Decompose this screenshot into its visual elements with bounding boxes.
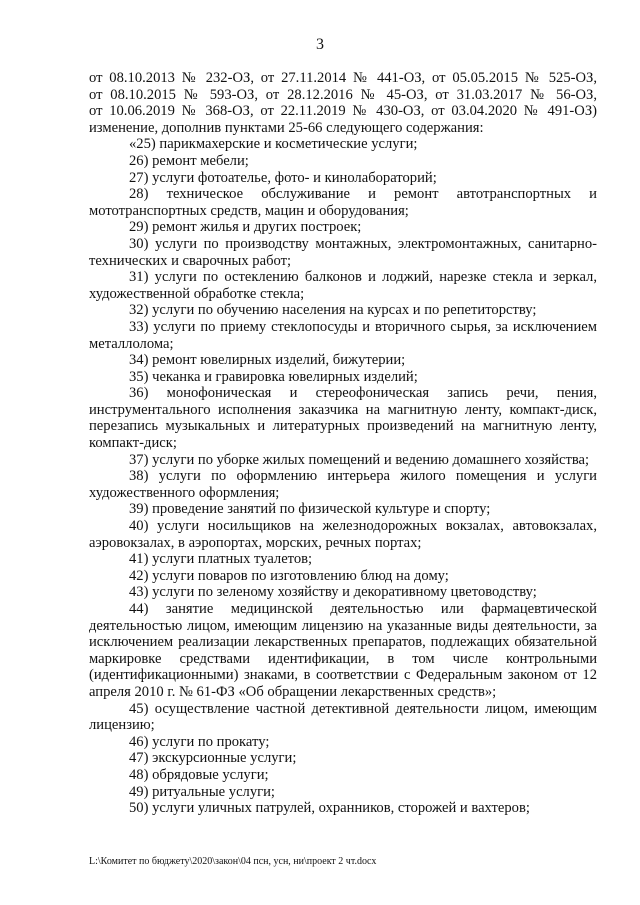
text-line: художественной обработке стекла; bbox=[89, 285, 305, 302]
text-line: мототранспортных средств, мацин и оборудования; bbox=[89, 202, 409, 219]
text-line: 38) услуги по оформлению интерьера жилого помещения и услуги bbox=[129, 468, 597, 485]
text-line: «25) парикмахерские и косметические услуги; bbox=[129, 136, 418, 153]
text-line: 44) занятие медицинской деятельностью или фармацевтической bbox=[129, 601, 597, 617]
text-line: технических и сварочных работ; bbox=[89, 252, 292, 269]
text-line: 35) чеканка и гравировка ювелирных изделий; bbox=[129, 368, 418, 385]
text-line: аэровокзалах, в аэропортах, морских, речных портах; bbox=[89, 534, 422, 551]
text-line: 39) проведение занятий по физической культуре и спорту; bbox=[129, 501, 491, 518]
text-line: 45) осуществление частной детективной деятельности лицом, имеющим bbox=[129, 700, 597, 717]
text-line: инструментального исполнения заказчика на магнитную ленту, компакт-диск, bbox=[89, 401, 597, 418]
text-line: художественного оформления; bbox=[89, 484, 280, 501]
text-line: 43) услуги по зеленому хозяйству и декоративному цветоводству; bbox=[129, 584, 537, 601]
text-line: 33) услуги по приему стеклопосуды и вторичного сырья, за исключением bbox=[129, 318, 597, 335]
text-line: 48) обрядовые услуги; bbox=[129, 766, 269, 783]
document-body bbox=[89, 70, 597, 817]
text-line: от 08.10.2013 № 232-ОЗ, от 27.11.2014 № 441-ОЗ, от 05.05.2015 № 525-ОЗ, bbox=[89, 70, 597, 86]
text-line: маркировке средствами идентификации, в том числе контрольными bbox=[89, 650, 597, 667]
text-line: от 10.06.2019 № 368-ОЗ, от 22.11.2019 № 430-ОЗ, от 03.04.2020 № 491-ОЗ) bbox=[89, 103, 597, 120]
text-line: лицензию; bbox=[89, 717, 155, 734]
footer-file-path: L:\Комитет по бюджету\2020\закон\04 псн, усн, ни\проект 2 чт.docx bbox=[89, 856, 377, 867]
text-line: 46) услуги по прокату; bbox=[129, 733, 270, 750]
text-line: (идентификационными) знаками, в соответствии с Федеральным законом от 12 bbox=[89, 667, 597, 684]
text-line: 27) услуги фотоателье, фото- и кинолабораторий; bbox=[129, 169, 437, 186]
text-line: 37) услуги по уборке жилых помещений и ведению домашнего хозяйства; bbox=[129, 451, 590, 468]
text-line: 26) ремонт мебели; bbox=[129, 152, 249, 169]
text-line: компакт-диск; bbox=[89, 435, 177, 452]
text-line: 31) услуги по остеклению балконов и лоджий, нарезке стекла и зеркал, bbox=[129, 269, 597, 286]
text-line: 40) услуги носильщиков на железнодорожных вокзалах, автовокзалах, bbox=[129, 518, 597, 535]
text-line: деятельностью лицом, имеющим лицензию на указанные виды деятельности, за bbox=[89, 617, 597, 634]
text-line: перезапись музыкальных и литературных произведений на магнитную ленту, bbox=[89, 418, 597, 435]
text-line: 41) услуги платных туалетов; bbox=[129, 551, 313, 568]
text-line: 49) ритуальные услуги; bbox=[129, 783, 275, 800]
text-line: 30) услуги по производству монтажных, электромонтажных, санитарно- bbox=[129, 235, 597, 252]
text-line: 50) услуги уличных патрулей, охранников, сторожей и вахтеров; bbox=[129, 800, 530, 817]
text-line: изменение, дополнив пунктами 25-66 следующего содержания: bbox=[89, 119, 484, 136]
text-line: апреля 2010 г. № 61-ФЗ «Об обращении лекарственных средств»; bbox=[89, 683, 497, 700]
text-line: от 08.10.2015 № 593-ОЗ, от 28.12.2016 № 45-ОЗ, от 31.03.2017 № 56-ОЗ, bbox=[89, 86, 597, 103]
text-line: 29) ремонт жилья и других построек; bbox=[129, 219, 362, 236]
page-number: 3 bbox=[316, 36, 324, 53]
text-line: 32) услуги по обучению населения на курсах и по репетиторству; bbox=[129, 302, 537, 319]
text-line: 28) техническое обслуживание и ремонт автотранспортных и bbox=[129, 186, 597, 203]
text-line: 47) экскурсионные услуги; bbox=[129, 750, 297, 767]
text-line: 34) ремонт ювелирных изделий, бижутерии; bbox=[129, 352, 406, 369]
text-line: исключением реализации лекарственных препаратов, подлежащих обязательной bbox=[89, 634, 597, 651]
text-line: 36) монофоническая и стереофоническая запись речи, пения, bbox=[129, 385, 597, 402]
text-line: 42) услуги поваров по изготовлению блюд на дому; bbox=[129, 567, 449, 584]
text-line: металлолома; bbox=[89, 335, 174, 352]
